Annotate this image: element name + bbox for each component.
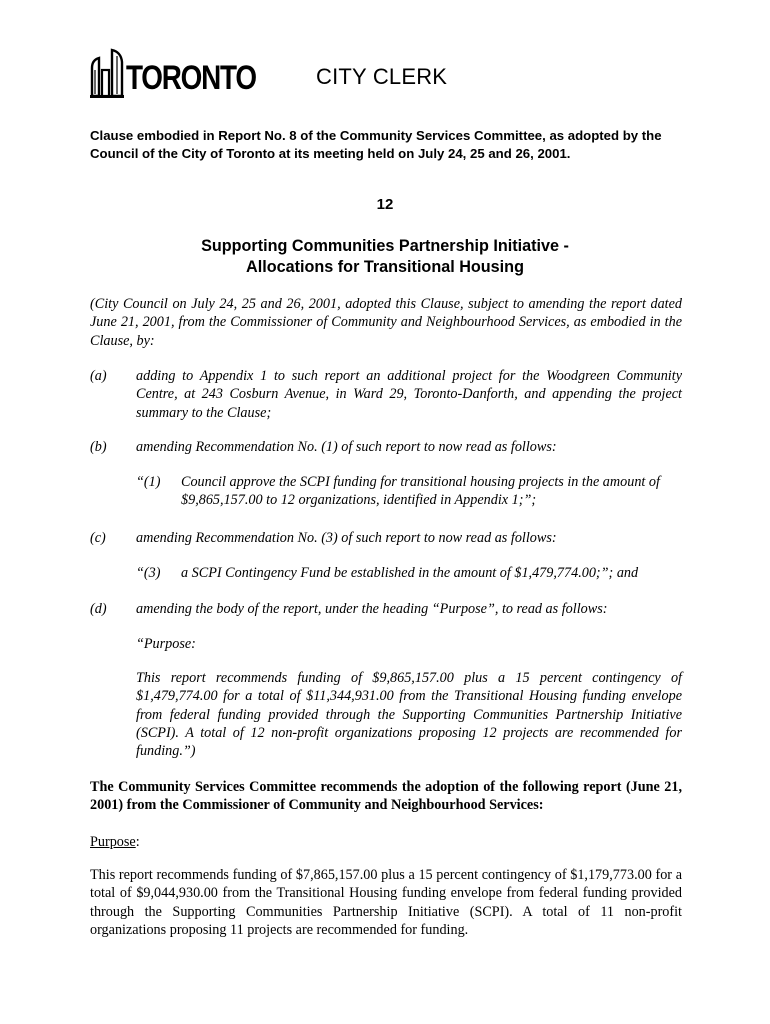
amendment-d-quote-body: This report recommends funding of $9,865,157.00 plus a 15 percent contingency of $1,479,774.00 for a total of $11,344,931.00 from the Transitional Housing funding envelope from federal funding provided through the Supporting Communities Partnership Initiative (SCPI). A total of 12 non-profit organizations proposing 12 projects are recommended for funding.”) — [136, 670, 682, 760]
amendment-c-label: (c) — [90, 530, 106, 546]
amendment-d-label: (d) — [90, 601, 107, 617]
committee-recommendation: The Community Services Committee recommends the adoption of the following report (June 21, 2001) from the Commissioner of Community and Neighbourhood Services: — [90, 779, 682, 814]
amendment-a-text: adding to Appendix 1 to such report an additional project for the Woodgreen Community Centre, at 243 Cosburn Avenue, in Ward 29, Toronto-Danforth, and appending the project summary to the Clause; — [136, 368, 682, 421]
purpose-heading-colon: : — [135, 834, 140, 850]
purpose-heading-text: Purpose — [90, 834, 136, 850]
item-number: 12 — [376, 196, 394, 213]
city-hall-icon — [90, 46, 124, 98]
logo-text: TORONTO — [126, 59, 256, 97]
purpose-body: This report recommends funding of $7,865,157.00 plus a 15 percent contingency of $1,179,773.00 for a total of $9,044,930.00 from the Transitional Housing funding envelope from federal funding provided through the Supporting Communities Partnership Initiative (SCPI). A total of 11 non-profit organizations proposing 11 projects are recommended for funding. — [90, 867, 682, 938]
amendment-d-quote-heading: “Purpose: — [136, 636, 196, 652]
clause-intro: Clause embodied in Report No. 8 of the Community Services Committee, as adopted by the Council of the City of Toronto at its meeting held on July 24, 25 and 26, 2001. — [90, 128, 662, 161]
amendment-d-text: amending the body of the report, under the heading “Purpose”, to read as follows: — [136, 601, 608, 617]
department-title: CITY CLERK — [316, 64, 448, 89]
amendment-a-label: (a) — [90, 368, 107, 384]
amendment-b-quote-number: “(1) — [136, 474, 161, 490]
council-note: (City Council on July 24, 25 and 26, 2001, adopted this Clause, subject to amending the report dated June 21, 2001, from the Commissioner of Community and Neighbourhood Services, as embodied in the Clause, by: — [90, 296, 682, 349]
title-line-1: Supporting Communities Partnership Initiative - — [201, 237, 569, 255]
title-line-2: Allocations for Transitional Housing — [246, 258, 524, 276]
amendment-b-quote-text: Council approve the SCPI funding for transitional housing projects in the amount of $9,865,157.00 to 12 organizations, identified in Appendix 1;”; — [181, 474, 660, 509]
amendment-c-text: amending Recommendation No. (3) of such report to now read as follows: — [136, 530, 557, 546]
clause-title — [150, 236, 620, 278]
toronto-logo — [90, 46, 284, 98]
amendment-b-text: amending Recommendation No. (1) of such report to now read as follows: — [136, 439, 557, 455]
purpose-heading — [90, 833, 140, 851]
amendment-c-quote-number: “(3) — [136, 565, 161, 581]
amendment-b-label: (b) — [90, 439, 107, 455]
amendment-c-quote-text: a SCPI Contingency Fund be established in the amount of $1,479,774.00;”; and — [181, 565, 639, 581]
